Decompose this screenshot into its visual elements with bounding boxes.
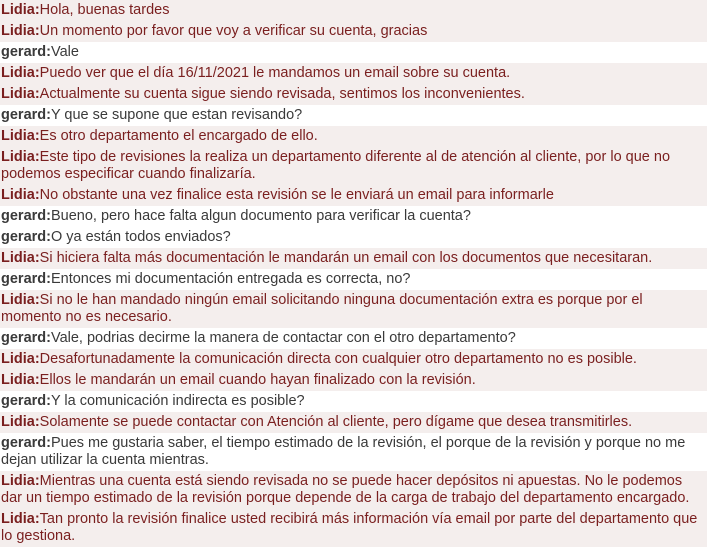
chat-message [0,248,707,269]
chat-message [0,433,707,471]
message-text: Pues me gustaria saber, el tiempo estimado de la revisión, el porque de la revisión y porque no me dejan utilizar la cuenta mientras. [1,435,686,468]
message-text: Si no le han mandado ningún email solicitando ninguna documentación extra es porque por el momento no es necesario. [1,292,643,325]
speaker-name: Lidia: [1,414,40,430]
speaker-name: gerard: [1,271,51,287]
chat-message [0,126,707,147]
message-text: No obstante una vez finalice esta revisión se le enviará un email para informarle [39,187,554,203]
chat-message [0,509,707,547]
speaker-name: gerard: [1,435,51,451]
message-text: Solamente se puede contactar con Atención al cliente, pero dígame que desea transmitirles. [39,414,633,430]
chat-message [0,370,707,391]
chat-message [0,0,707,21]
message-text: Si hiciera falta más documentación le mandarán un email con los documentos que necesitaran. [39,250,653,266]
chat-message [0,328,707,349]
speaker-name: Lidia: [1,292,40,308]
speaker-name: Lidia: [1,128,40,144]
chat-message [0,290,707,328]
chat-message [0,227,707,248]
speaker-name: Lidia: [1,187,40,203]
speaker-name: Lidia: [1,149,40,165]
chat-message [0,42,707,63]
message-text: Y que se supone que estan revisando? [50,107,303,123]
message-text: Y la comunicación indirecta es posible? [50,393,305,409]
message-text: Tan pronto la revisión finalice usted recibirá más información vía email por parte del departamento que lo gestiona. [1,511,698,544]
message-text: Un momento por favor que voy a verificar su cuenta, gracias [39,23,428,39]
speaker-name: Lidia: [1,351,40,367]
speaker-name: Lidia: [1,23,40,39]
message-text: O ya están todos enviados? [50,229,231,245]
message-text: Es otro departamento el encargado de ello. [39,128,318,144]
chat-message [0,349,707,370]
speaker-name: gerard: [1,330,51,346]
message-text: Vale [50,44,79,60]
chat-message [0,147,707,185]
message-text: Ellos le mandarán un email cuando hayan finalizado con la revisión. [39,372,476,388]
message-text: Hola, buenas tardes [39,2,170,18]
message-text: Bueno, pero hace falta algun documento para verificar la cuenta? [50,208,471,224]
message-text: Entonces mi documentación entregada es correcta, no? [50,271,411,287]
message-text: Mientras una cuenta está siendo revisada no se puede hacer depósitos ni apuestas. No le podemos dar un tiempo estimado de la revisión porque depende de la carga de trabajo del departamento encargado. [1,473,690,506]
speaker-name: Lidia: [1,86,40,102]
chat-message [0,84,707,105]
chat-message [0,105,707,126]
speaker-name: gerard: [1,208,51,224]
message-text: Desafortunadamente la comunicación directa con cualquier otro departamento no es posible. [39,351,637,367]
message-text: Vale, podrias decirme la manera de contactar con el otro departamento? [50,330,516,346]
chat-message [0,269,707,290]
chat-message [0,185,707,206]
chat-message [0,63,707,84]
chat-message [0,471,707,509]
speaker-name: gerard: [1,393,51,409]
message-text: Actualmente su cuenta sigue siendo revisada, sentimos los inconvenientes. [39,86,525,102]
speaker-name: Lidia: [1,2,40,18]
chat-message [0,391,707,412]
message-text: Puedo ver que el día 16/11/2021 le mandamos un email sobre su cuenta. [39,65,511,81]
speaker-name: Lidia: [1,65,40,81]
chat-message [0,412,707,433]
speaker-name: Lidia: [1,511,40,527]
speaker-name: gerard: [1,44,51,60]
speaker-name: Lidia: [1,372,40,388]
speaker-name: gerard: [1,107,51,123]
chat-message [0,206,707,227]
chat-message [0,21,707,42]
message-text: Este tipo de revisiones la realiza un departamento diferente al de atención al cliente, por lo que no podemos especificar cuando finalizaría. [1,149,671,182]
speaker-name: Lidia: [1,250,40,266]
speaker-name: gerard: [1,229,51,245]
speaker-name: Lidia: [1,473,40,489]
